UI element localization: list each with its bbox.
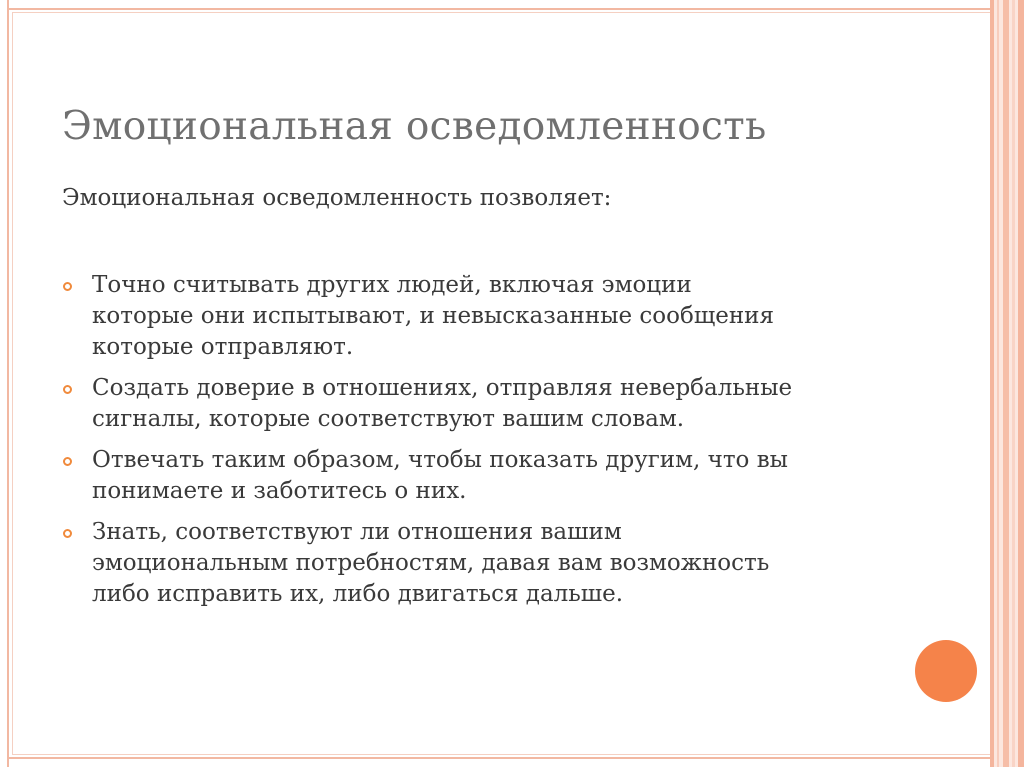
inner-frame-top-line — [12, 12, 990, 13]
bullet-line: Создать доверие в отношениях, отправляя невербальные — [92, 375, 793, 401]
bullet-line: которые отправляют. — [92, 334, 354, 360]
slide-intro: Эмоциональная осведомленность позволяет: — [62, 185, 612, 211]
bullet-item — [62, 445, 922, 507]
stripe — [1012, 0, 1015, 767]
frame-bottom-line — [7, 757, 992, 759]
stripe — [1003, 0, 1009, 767]
bullet-item — [62, 517, 922, 610]
bullet-item — [62, 270, 922, 363]
frame-top-line — [7, 8, 992, 10]
stripe — [1018, 0, 1024, 767]
bullet-list — [62, 270, 922, 620]
bullet-item — [62, 373, 922, 435]
frame-left-line — [7, 0, 9, 767]
slide-title: Эмоциональная осведомленность — [62, 104, 767, 149]
bullet-line: сигналы, которые соответствуют вашим словам. — [92, 406, 685, 432]
bullet-circle-icon — [63, 385, 72, 394]
bullet-circle-icon — [63, 529, 72, 538]
inner-frame-bottom-line — [12, 754, 990, 755]
decorative-orange-circle — [915, 640, 977, 702]
bullet-line: Знать, соответствуют ли отношения вашим — [92, 519, 622, 545]
bullet-line: Точно считывать других людей, включая эмоции — [92, 272, 692, 298]
stripe — [990, 0, 994, 767]
bullet-line: эмоциональным потребностям, давая вам возможность — [92, 550, 770, 576]
bullet-line: которые они испытывают, и невысказанные сообщения — [92, 303, 775, 329]
bullet-circle-icon — [63, 457, 72, 466]
bullet-line: Отвечать таким образом, чтобы показать другим, что вы — [92, 447, 788, 473]
inner-frame-left-line — [12, 12, 13, 754]
bullet-line: либо исправить их, либо двигаться дальше. — [92, 581, 624, 607]
stripe — [997, 0, 999, 767]
bullet-line: понимаете и заботитесь о них. — [92, 478, 467, 504]
bullet-circle-icon — [63, 282, 72, 291]
